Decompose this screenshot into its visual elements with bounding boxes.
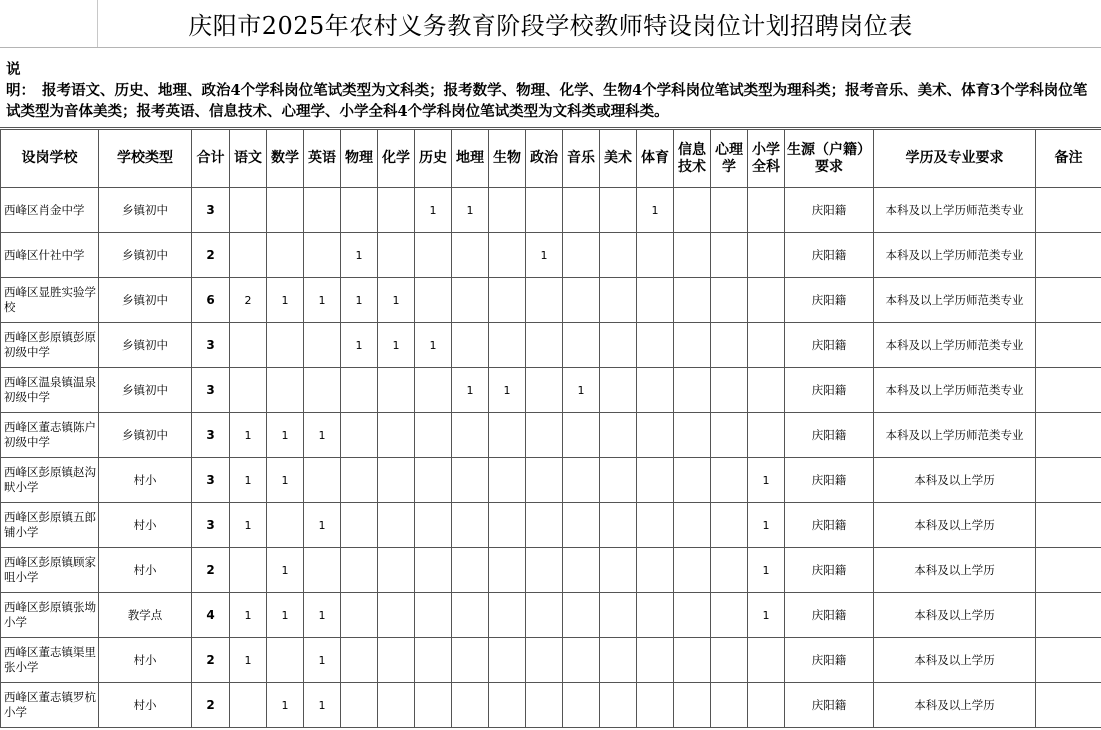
table-cell[interactable]: [674, 233, 711, 278]
table-cell[interactable]: [230, 323, 267, 368]
table-cell[interactable]: 村小: [99, 638, 192, 683]
table-cell[interactable]: [711, 548, 748, 593]
school-name-cell[interactable]: 西峰区董志镇罗杭小学: [1, 683, 99, 728]
table-cell[interactable]: 1: [378, 278, 415, 323]
table-row: [1, 368, 1101, 413]
table-cell[interactable]: 庆阳籍: [785, 368, 874, 413]
school-name-cell[interactable]: 西峰区彭原镇五郎铺小学: [1, 503, 99, 548]
table-cell[interactable]: 庆阳籍: [785, 683, 874, 728]
table-cell[interactable]: [711, 458, 748, 503]
total-cell[interactable]: 3: [192, 503, 230, 548]
table-cell[interactable]: 村小: [99, 458, 192, 503]
table-cell[interactable]: 乡镇初中: [99, 368, 192, 413]
table-cell[interactable]: [1036, 548, 1101, 593]
table-cell[interactable]: [711, 233, 748, 278]
table-cell[interactable]: [563, 233, 600, 278]
school-name-cell[interactable]: 西峰区彭原镇赵沟畎小学: [1, 458, 99, 503]
total-cell[interactable]: 3: [192, 188, 230, 233]
table-cell[interactable]: 1: [341, 278, 378, 323]
table-cell[interactable]: 本科及以上学历: [874, 503, 1036, 548]
table-cell[interactable]: [489, 638, 526, 683]
school-name-cell[interactable]: 西峰区彭原镇顾家咀小学: [1, 548, 99, 593]
table-cell[interactable]: [600, 188, 637, 233]
table-cell[interactable]: [1036, 413, 1101, 458]
table-cell[interactable]: [711, 278, 748, 323]
table-cell[interactable]: [341, 368, 378, 413]
column-header[interactable]: 小学全科: [748, 130, 785, 188]
table-cell[interactable]: [489, 233, 526, 278]
table-cell[interactable]: [600, 548, 637, 593]
table-cell[interactable]: 庆阳籍: [785, 638, 874, 683]
table-cell[interactable]: 本科及以上学历师范类专业: [874, 278, 1036, 323]
table-cell[interactable]: 庆阳籍: [785, 413, 874, 458]
table-cell[interactable]: [711, 638, 748, 683]
table-cell[interactable]: [563, 458, 600, 503]
table-cell[interactable]: 乡镇初中: [99, 233, 192, 278]
table-cell[interactable]: [378, 368, 415, 413]
table-cell[interactable]: 1: [748, 503, 785, 548]
total-cell[interactable]: 3: [192, 368, 230, 413]
table-cell[interactable]: [526, 188, 563, 233]
table-row: [1, 638, 1101, 683]
table-cell[interactable]: 1: [267, 278, 304, 323]
table-cell[interactable]: [748, 233, 785, 278]
table-cell[interactable]: [452, 548, 489, 593]
table-cell[interactable]: [378, 593, 415, 638]
school-name-cell[interactable]: 西峰区彭原镇张坳小学: [1, 593, 99, 638]
column-header[interactable]: 生物: [489, 130, 526, 188]
table-row: [1, 413, 1101, 458]
table-cell[interactable]: [341, 413, 378, 458]
table-cell[interactable]: [563, 278, 600, 323]
table-cell[interactable]: 1: [267, 413, 304, 458]
table-cell[interactable]: [452, 233, 489, 278]
table-row: [1, 188, 1101, 233]
table-cell[interactable]: [600, 458, 637, 503]
school-name-cell[interactable]: 西峰区董志镇渠里张小学: [1, 638, 99, 683]
table-cell[interactable]: [230, 188, 267, 233]
table-cell[interactable]: 1: [304, 593, 341, 638]
table-cell[interactable]: [230, 233, 267, 278]
table-cell[interactable]: [452, 278, 489, 323]
table-cell[interactable]: [600, 638, 637, 683]
table-cell[interactable]: [711, 683, 748, 728]
table-cell[interactable]: [489, 593, 526, 638]
table-row: [1, 593, 1101, 638]
table-cell[interactable]: 村小: [99, 683, 192, 728]
table-cell[interactable]: [267, 188, 304, 233]
table-cell[interactable]: [415, 548, 452, 593]
table-cell[interactable]: [267, 233, 304, 278]
table-cell[interactable]: [267, 638, 304, 683]
table-cell[interactable]: [415, 413, 452, 458]
table-cell[interactable]: [1036, 683, 1101, 728]
column-header[interactable]: 音乐: [563, 130, 600, 188]
table-cell[interactable]: [415, 458, 452, 503]
table-cell[interactable]: 1: [341, 233, 378, 278]
table-cell[interactable]: 1: [748, 458, 785, 503]
table-cell[interactable]: [489, 683, 526, 728]
table-cell[interactable]: 1: [563, 368, 600, 413]
table-cell[interactable]: [304, 233, 341, 278]
table-cell[interactable]: [711, 503, 748, 548]
table-cell[interactable]: 1: [267, 683, 304, 728]
table-cell[interactable]: [267, 503, 304, 548]
note-text: 报考语文、历史、地理、政治4个学科岗位笔试类型为文科类；报考数学、物理、化学、生物4个学科岗位笔试类型为理科类；报考音乐、美术、体育3个学科岗位笔试类型为音体美类；报考英语、信息技术、心理学、小学全科4个学科岗位笔试类型为文科类或理科类。: [6, 82, 1088, 120]
recruitment-table: [0, 129, 1101, 728]
table-cell[interactable]: [637, 548, 674, 593]
table-cell[interactable]: [452, 503, 489, 548]
column-header[interactable]: 设岗学校: [1, 130, 99, 188]
table-cell[interactable]: 庆阳籍: [785, 548, 874, 593]
table-cell[interactable]: [637, 278, 674, 323]
table-cell[interactable]: [637, 593, 674, 638]
column-header[interactable]: 生源（户籍）要求: [785, 130, 874, 188]
table-cell[interactable]: [600, 683, 637, 728]
table-cell[interactable]: 庆阳籍: [785, 323, 874, 368]
table-cell[interactable]: [748, 368, 785, 413]
table-cell[interactable]: [563, 503, 600, 548]
table-cell[interactable]: [341, 638, 378, 683]
table-cell[interactable]: 1: [304, 413, 341, 458]
table-cell[interactable]: [748, 638, 785, 683]
table-cell[interactable]: [489, 503, 526, 548]
table-cell[interactable]: 2: [230, 278, 267, 323]
table-cell[interactable]: 1: [304, 278, 341, 323]
table-cell[interactable]: [748, 323, 785, 368]
table-cell[interactable]: [526, 503, 563, 548]
table-cell[interactable]: [748, 413, 785, 458]
table-cell[interactable]: [674, 593, 711, 638]
table-cell[interactable]: 1: [267, 548, 304, 593]
table-cell[interactable]: 1: [452, 188, 489, 233]
table-cell[interactable]: 1: [415, 188, 452, 233]
total-cell[interactable]: 3: [192, 413, 230, 458]
table-cell[interactable]: 1: [230, 503, 267, 548]
table-cell[interactable]: 本科及以上学历: [874, 683, 1036, 728]
table-cell[interactable]: 本科及以上学历师范类专业: [874, 413, 1036, 458]
instructions-note: [0, 48, 1101, 128]
table-cell[interactable]: [563, 323, 600, 368]
table-cell[interactable]: [637, 638, 674, 683]
school-name-cell[interactable]: 西峰区什社中学: [1, 233, 99, 278]
table-cell[interactable]: 1: [230, 413, 267, 458]
table-cell[interactable]: [489, 548, 526, 593]
table-cell[interactable]: [304, 368, 341, 413]
table-cell[interactable]: 乡镇初中: [99, 323, 192, 368]
total-cell[interactable]: 3: [192, 323, 230, 368]
table-cell[interactable]: [378, 548, 415, 593]
table-cell[interactable]: [415, 638, 452, 683]
table-cell[interactable]: 1: [748, 548, 785, 593]
table-cell[interactable]: [341, 548, 378, 593]
table-cell[interactable]: [563, 683, 600, 728]
table-cell[interactable]: [415, 368, 452, 413]
table-cell[interactable]: 1: [304, 683, 341, 728]
column-header[interactable]: 美术: [600, 130, 637, 188]
column-header[interactable]: 语文: [230, 130, 267, 188]
table-cell[interactable]: 1: [637, 188, 674, 233]
table-cell[interactable]: 乡镇初中: [99, 413, 192, 458]
table-cell[interactable]: [526, 593, 563, 638]
table-cell[interactable]: 庆阳籍: [785, 233, 874, 278]
table-cell[interactable]: [637, 233, 674, 278]
table-cell[interactable]: 1: [267, 458, 304, 503]
table-cell[interactable]: 庆阳籍: [785, 593, 874, 638]
table-cell[interactable]: [341, 683, 378, 728]
total-cell[interactable]: 2: [192, 683, 230, 728]
table-row: [1, 278, 1101, 323]
total-cell[interactable]: 6: [192, 278, 230, 323]
table-row: [1, 323, 1101, 368]
table-cell[interactable]: [674, 188, 711, 233]
column-header[interactable]: 合计: [192, 130, 230, 188]
table-cell[interactable]: 乡镇初中: [99, 278, 192, 323]
table-cell[interactable]: [489, 278, 526, 323]
table-cell[interactable]: [378, 503, 415, 548]
table-cell[interactable]: [711, 368, 748, 413]
table-cell[interactable]: [1036, 638, 1101, 683]
table-cell[interactable]: 村小: [99, 503, 192, 548]
column-header[interactable]: 信息技术: [674, 130, 711, 188]
table-cell[interactable]: 1: [230, 458, 267, 503]
table-cell[interactable]: [378, 413, 415, 458]
table-cell[interactable]: [563, 548, 600, 593]
total-cell[interactable]: 2: [192, 548, 230, 593]
table-cell[interactable]: [378, 683, 415, 728]
column-header[interactable]: 物理: [341, 130, 378, 188]
table-cell[interactable]: 乡镇初中: [99, 188, 192, 233]
column-header[interactable]: 备注: [1036, 130, 1101, 188]
table-row: [1, 683, 1101, 728]
table-cell[interactable]: [526, 458, 563, 503]
table-cell[interactable]: 庆阳籍: [785, 503, 874, 548]
table-cell[interactable]: [637, 413, 674, 458]
table-cell[interactable]: [674, 683, 711, 728]
table-cell[interactable]: [415, 593, 452, 638]
column-header[interactable]: 化学: [378, 130, 415, 188]
total-cell[interactable]: 2: [192, 638, 230, 683]
table-cell[interactable]: 庆阳籍: [785, 458, 874, 503]
total-cell[interactable]: 2: [192, 233, 230, 278]
table-cell[interactable]: 1: [378, 323, 415, 368]
column-header[interactable]: 政治: [526, 130, 563, 188]
table-row: [1, 548, 1101, 593]
table-cell[interactable]: [1036, 323, 1101, 368]
school-name-cell[interactable]: 西峰区肖金中学: [1, 188, 99, 233]
table-cell[interactable]: 1: [230, 593, 267, 638]
table-cell[interactable]: [341, 503, 378, 548]
table-row: [1, 503, 1101, 548]
table-cell[interactable]: [489, 323, 526, 368]
table-cell[interactable]: [600, 413, 637, 458]
table-cell[interactable]: [489, 413, 526, 458]
table-cell[interactable]: [674, 278, 711, 323]
table-cell[interactable]: 本科及以上学历: [874, 593, 1036, 638]
school-name-cell[interactable]: 西峰区彭原镇彭原初级中学: [1, 323, 99, 368]
table-cell[interactable]: 本科及以上学历师范类专业: [874, 233, 1036, 278]
table-cell[interactable]: [563, 593, 600, 638]
table-cell[interactable]: [378, 638, 415, 683]
table-cell[interactable]: 1: [489, 368, 526, 413]
table-cell[interactable]: [230, 548, 267, 593]
table-cell[interactable]: [674, 323, 711, 368]
table-cell[interactable]: [304, 458, 341, 503]
table-cell[interactable]: [748, 278, 785, 323]
table-cell[interactable]: [415, 278, 452, 323]
school-name-cell[interactable]: 西峰区显胜实验学校: [1, 278, 99, 323]
table-cell[interactable]: [674, 548, 711, 593]
total-cell[interactable]: 3: [192, 458, 230, 503]
school-name-cell[interactable]: 西峰区温泉镇温泉初级中学: [1, 368, 99, 413]
column-header[interactable]: 体育: [637, 130, 674, 188]
column-header[interactable]: 学校类型: [99, 130, 192, 188]
table-cell[interactable]: [526, 278, 563, 323]
column-header[interactable]: 学历及专业要求: [874, 130, 1036, 188]
table-cell[interactable]: [637, 683, 674, 728]
table-cell[interactable]: [452, 683, 489, 728]
school-name-cell[interactable]: 西峰区董志镇陈户初级中学: [1, 413, 99, 458]
table-cell[interactable]: [563, 188, 600, 233]
table-cell[interactable]: [341, 458, 378, 503]
table-cell[interactable]: [526, 368, 563, 413]
table-cell[interactable]: 1: [526, 233, 563, 278]
table-cell[interactable]: [600, 323, 637, 368]
table-cell[interactable]: [489, 188, 526, 233]
table-cell[interactable]: [637, 368, 674, 413]
table-cell[interactable]: [378, 188, 415, 233]
table-cell[interactable]: [711, 323, 748, 368]
table-cell[interactable]: [674, 458, 711, 503]
table-cell[interactable]: [563, 413, 600, 458]
table-cell[interactable]: [267, 323, 304, 368]
table-cell[interactable]: [563, 638, 600, 683]
table-cell[interactable]: [600, 368, 637, 413]
table-row: [1, 458, 1101, 503]
table-cell[interactable]: 本科及以上学历师范类专业: [874, 323, 1036, 368]
table-cell[interactable]: 1: [304, 638, 341, 683]
table-cell[interactable]: [452, 593, 489, 638]
column-header[interactable]: 英语: [304, 130, 341, 188]
table-cell[interactable]: [452, 458, 489, 503]
table-cell[interactable]: [489, 458, 526, 503]
table-cell[interactable]: [637, 458, 674, 503]
table-cell[interactable]: 1: [304, 503, 341, 548]
table-cell[interactable]: [600, 593, 637, 638]
table-cell[interactable]: [600, 278, 637, 323]
table-cell[interactable]: [711, 413, 748, 458]
table-cell[interactable]: [267, 368, 304, 413]
table-row: [1, 233, 1101, 278]
table-cell[interactable]: 1: [748, 593, 785, 638]
table-cell[interactable]: [1036, 503, 1101, 548]
table-cell[interactable]: [674, 503, 711, 548]
table-cell[interactable]: 村小: [99, 548, 192, 593]
total-cell[interactable]: 4: [192, 593, 230, 638]
table-cell[interactable]: [304, 188, 341, 233]
table-cell[interactable]: [1036, 188, 1101, 233]
table-cell[interactable]: 本科及以上学历师范类专业: [874, 368, 1036, 413]
table-cell[interactable]: [600, 503, 637, 548]
table-cell[interactable]: [1036, 593, 1101, 638]
table-cell[interactable]: [526, 683, 563, 728]
table-cell[interactable]: [748, 188, 785, 233]
page-title: 庆阳市2025年农村义务教育阶段学校教师特设岗位计划招聘岗位表: [0, 0, 1101, 48]
table-cell[interactable]: [230, 368, 267, 413]
table-cell[interactable]: [711, 593, 748, 638]
table-cell[interactable]: [526, 323, 563, 368]
table-cell[interactable]: [600, 233, 637, 278]
table-cell[interactable]: 本科及以上学历: [874, 458, 1036, 503]
table-cell[interactable]: 1: [267, 593, 304, 638]
table-cell[interactable]: 1: [341, 323, 378, 368]
table-cell[interactable]: [526, 413, 563, 458]
table-cell[interactable]: 庆阳籍: [785, 278, 874, 323]
table-cell[interactable]: 教学点: [99, 593, 192, 638]
table-cell[interactable]: 本科及以上学历: [874, 638, 1036, 683]
table-cell[interactable]: [378, 233, 415, 278]
note-lead: 说明：: [6, 61, 35, 99]
table-cell[interactable]: 本科及以上学历: [874, 548, 1036, 593]
table-body: [1, 188, 1101, 728]
table-cell[interactable]: [378, 458, 415, 503]
column-header[interactable]: 地理: [452, 130, 489, 188]
table-cell[interactable]: [341, 188, 378, 233]
table-cell[interactable]: [230, 683, 267, 728]
table-cell[interactable]: [637, 503, 674, 548]
table-cell[interactable]: [1036, 458, 1101, 503]
table-cell[interactable]: [1036, 233, 1101, 278]
table-cell[interactable]: [674, 368, 711, 413]
table-cell[interactable]: [452, 323, 489, 368]
column-header[interactable]: 数学: [267, 130, 304, 188]
table-cell[interactable]: [1036, 368, 1101, 413]
table-cell[interactable]: [452, 638, 489, 683]
table-cell[interactable]: [711, 188, 748, 233]
table-cell[interactable]: 本科及以上学历师范类专业: [874, 188, 1036, 233]
column-header[interactable]: 心理学: [711, 130, 748, 188]
table-cell[interactable]: [415, 503, 452, 548]
column-header[interactable]: 历史: [415, 130, 452, 188]
header-row: [1, 130, 1101, 188]
table-cell[interactable]: [304, 548, 341, 593]
table-cell[interactable]: [637, 323, 674, 368]
table-cell[interactable]: [341, 593, 378, 638]
table-cell[interactable]: 1: [230, 638, 267, 683]
table-cell[interactable]: 1: [415, 323, 452, 368]
table-cell[interactable]: [415, 683, 452, 728]
table-cell[interactable]: [415, 233, 452, 278]
table-cell[interactable]: [526, 638, 563, 683]
table-cell[interactable]: [1036, 278, 1101, 323]
table-cell[interactable]: 庆阳籍: [785, 188, 874, 233]
table-cell[interactable]: [674, 413, 711, 458]
table-cell[interactable]: 1: [452, 368, 489, 413]
table-cell[interactable]: [674, 638, 711, 683]
table-cell[interactable]: [748, 683, 785, 728]
table-cell[interactable]: [452, 413, 489, 458]
table-cell[interactable]: [526, 548, 563, 593]
table-cell[interactable]: [304, 323, 341, 368]
